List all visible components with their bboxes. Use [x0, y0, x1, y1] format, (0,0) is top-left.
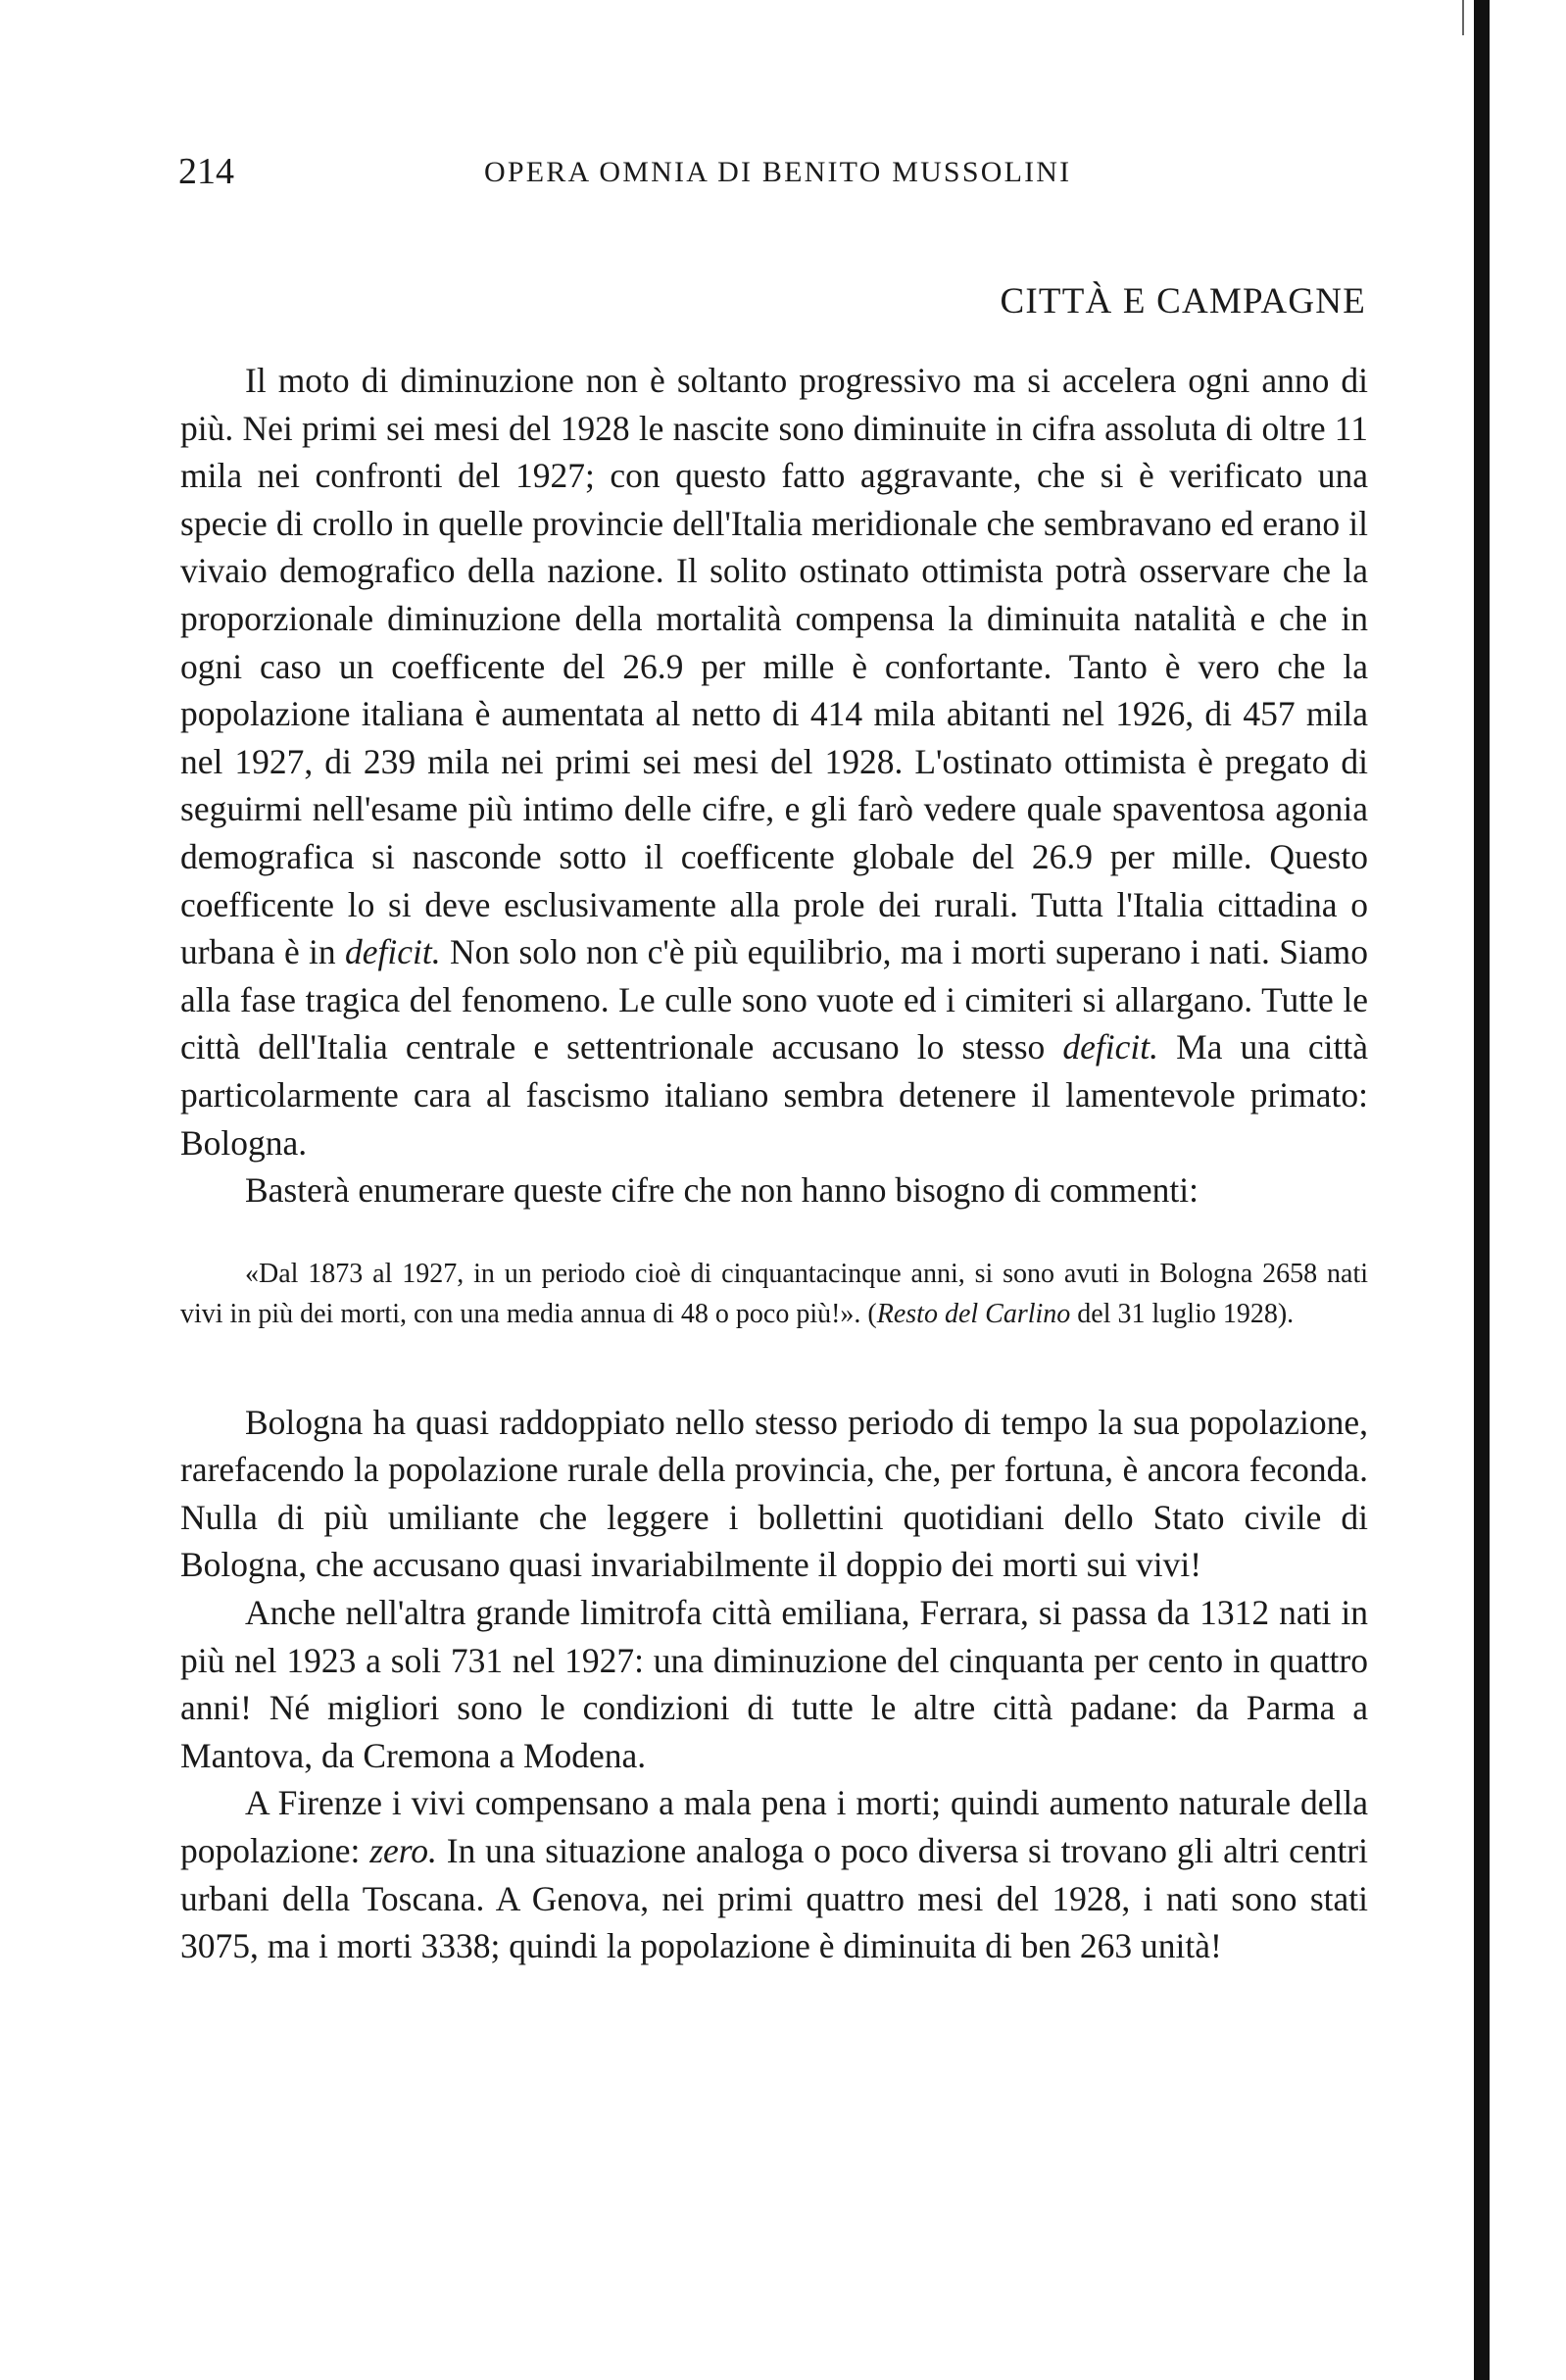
quote-date: del 31 luglio 1928). — [1070, 1298, 1295, 1329]
paragraph-5-text-b: In una situazione analoga o poco diversa si trovano gli altri centri urbani della Toscana. A Genova, nei primi quattro mesi del 1928, i nati sono stati 3075, ma i morti 3338; quindi la popolazione è diminuita di ben 263 unità! — [180, 1831, 1368, 1966]
article-title: CITTÀ E CAMPAGNE — [1000, 281, 1366, 322]
paragraph-5 — [180, 1779, 1368, 1969]
deficit-emphasis-2: deficit. — [1062, 1027, 1158, 1067]
block-quote — [180, 1254, 1368, 1334]
paragraph-5-text-a: A Firenze i vivi compensano a mala pena i morti; quindi aumento naturale della popolazione: — [180, 1783, 1368, 1871]
running-title: OPERA OMNIA DI BENITO MUSSOLINI — [484, 156, 1072, 188]
paragraph-1-text-c: Ma una città particolarmente cara al fascismo italiano sembra detenere il lamentevole primato: Bologna. — [180, 1027, 1369, 1163]
paragraph-1 — [180, 357, 1368, 1166]
quote-text: «Dal 1873 al 1927, in un periodo cioè di cinquantacinque anni, si sono avuti in Bologna 2658 nati vivi in più dei morti, con una media annua di 48 o poco più!». ( — [180, 1258, 1368, 1329]
paragraph-3: Bologna ha quasi raddoppiato nello stesso periodo di tempo la sua popolazione, rarefacendo la popolazione rurale della provincia, che, per fortuna, è ancora feconda. Nulla di più umiliante che leggere i bollettini quotidiani dello Stato civile di Bologna, che accusano quasi invariabilmente il doppio dei morti sui vivi! — [180, 1402, 1368, 1585]
paragraph-2: Basterà enumerare queste cifre che non hanno bisogno di commenti: — [245, 1170, 1199, 1211]
scan-edge-mark — [1462, 0, 1464, 35]
paragraph-4: Anche nell'altra grande limitrofa città emiliana, Ferrara, si passa da 1312 nati in più nel 1923 a soli 731 nel 1927: una diminuzione del cinquanta per cento in quattro anni! Né migliori sono le condizioni di tutte le altre città padane: da Parma a Mantova, da Cremona a Modena. — [180, 1593, 1368, 1775]
section-gap — [180, 1334, 1368, 1399]
article-body — [180, 357, 1368, 1970]
running-head — [178, 147, 1374, 196]
zero-emphasis: zero. — [369, 1831, 437, 1871]
paragraph-1-text-b: Non solo non c'è più equilibrio, ma i morti superano i nati. Siamo alla fase tragica del fenomeno. Le culle sono vuote ed i cimiteri si allargano. Tutte le città dell'Italia centrale e settentrionale accusano lo stesso — [180, 932, 1368, 1067]
page-number: 214 — [178, 151, 234, 192]
scan-edge — [1474, 0, 1490, 2380]
paragraph-1-text-a: Il moto di diminuzione non è soltanto progressivo ma si accelera ogni anno di più. Nei primi sei mesi del 1928 le nascite sono diminuite in cifra assoluta di oltre 11 mila nei confronti del 1927; con questo fatto aggravante, che si è verificato una specie di crollo in quelle provincie dell'Italia meridionale che sembravano ed erano il vivaio demografico della nazione. Il solito ostinato ottimista potrà osservare che la proporzionale diminuzione della mortalità compensa la diminuita natalità e che in ogni caso un coefficente del 26.9 per mille è confortante. Tanto è vero che la popolazione italiana è aumentata al netto di 414 mila abitanti nel 1926, di 457 mila nel 1927, di 239 mila nei primi sei mesi del 1928. L'ostinato ottimista è pregato di seguirmi nell'esame più intimo delle cifre, e gli farò vedere quale spaventosa agonia demografica si nasconde sotto il coefficente globale del 26.9 per mille. Questo coefficente lo si deve esclusivamente alla prole dei rurali. Tutta l'Italia cittadina o urbana è in — [180, 361, 1368, 972]
quote-source: Resto del Carlino — [876, 1298, 1071, 1329]
deficit-emphasis-1: deficit. — [345, 932, 441, 972]
